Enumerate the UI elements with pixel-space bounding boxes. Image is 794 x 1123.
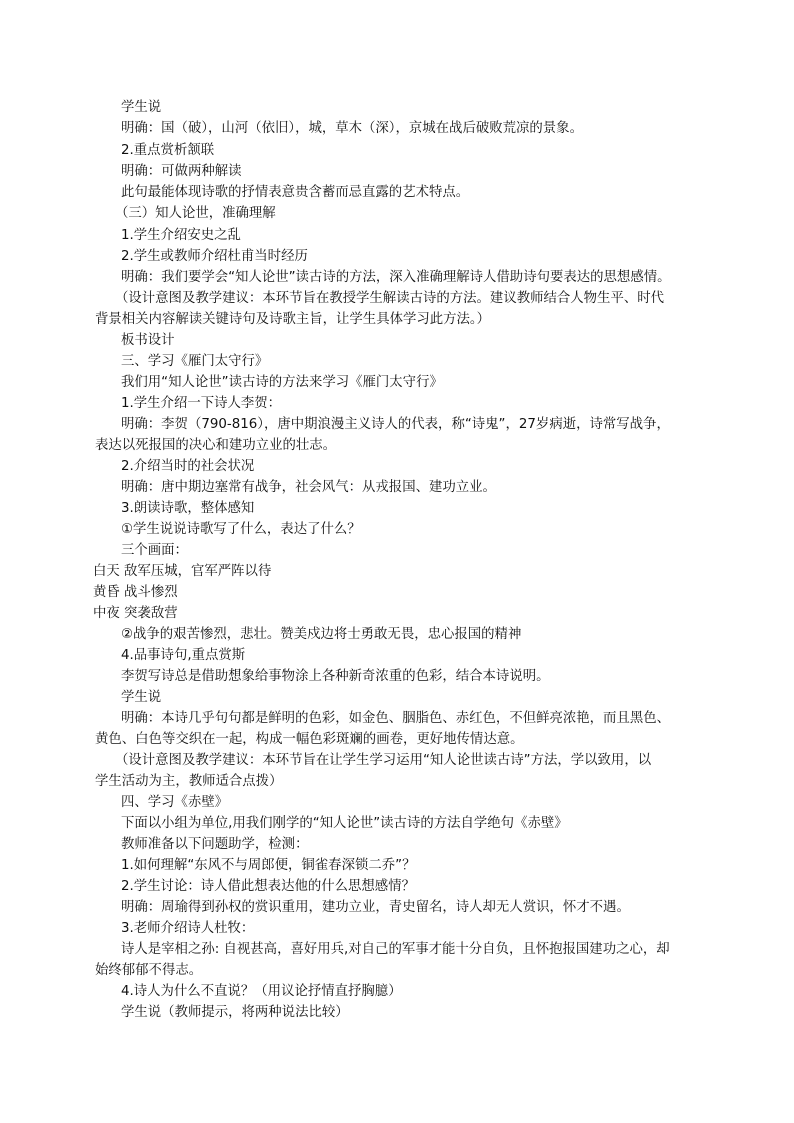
design-note: 学生活动为主，教师适合点拨） bbox=[95, 774, 283, 789]
text-line: 3.朗读诗歌，整体感知 bbox=[121, 501, 255, 516]
text-line: 下面以小组为单位,用我们刚学的“知人论世”读古诗的方法自学绝句《赤壁》 bbox=[121, 816, 568, 831]
text-line: 1.如何理解“东风不与周郎便，铜雀春深锁二乔”？ bbox=[121, 858, 416, 873]
text-line: 2.重点赏析颔联 bbox=[121, 143, 215, 158]
text-line: 中夜 突袭敌营 bbox=[93, 606, 178, 621]
text-line: 明确：可做两种解读 bbox=[121, 164, 242, 179]
text-line: 板书设计 bbox=[121, 333, 175, 348]
text-line: 李贺写诗总是借助想象给事物涂上各种新奇浓重的色彩，结合本诗说明。 bbox=[121, 669, 550, 684]
text-line: 2.学生或教师介绍杜甫当时经历 bbox=[121, 249, 308, 264]
section-heading: 四、学习《赤壁》 bbox=[121, 795, 229, 810]
text-line: 2.学生讨论：诗人借此想表达他的什么思想感情？ bbox=[121, 879, 415, 894]
text-line: 明确：本诗几乎句句都是鲜明的色彩，如金色、胭脂色、赤红色，不但鲜亮浓艳，而且黑色、 bbox=[121, 711, 671, 726]
text-line: ①学生说说诗歌写了什么，表达了什么？ bbox=[121, 522, 361, 537]
design-note: （设计意图及教学建议：本环节旨在教授学生解读古诗的方法。建议教师结合人物生平、时代 bbox=[115, 291, 665, 306]
text-line: 教师准备以下问题助学，检测： bbox=[121, 837, 309, 852]
text-line: 学生说 bbox=[121, 100, 162, 115]
text-line: 黄昏 战斗惨烈 bbox=[93, 585, 178, 600]
text-line: 4.品事诗句,重点赏斯 bbox=[121, 648, 246, 663]
text-line: 诗人是宰相之孙: 自视甚高，喜好用兵,对自己的军事才能十分自负，且怀抱报国建功之心，却 bbox=[121, 942, 670, 957]
text-line: 始终郁郁不得志。 bbox=[95, 963, 203, 978]
design-note: （设计意图及教学建议：本环节旨在让学生学习运用“知人论世读古诗”方法，学以致用，以 bbox=[115, 753, 652, 768]
text-line: 4.诗人为什么不直说？（用议论抒情直抒胸臆） bbox=[121, 984, 402, 999]
text-line: 我们用“知人论世”读古诗的方法来学习《雁门太守行》 bbox=[121, 375, 443, 390]
text-line: 学生说（教师提示，将两种说法比较） bbox=[121, 1005, 349, 1020]
text-line: 明确：周瑜得到孙权的赏识重用，建功立业，青史留名，诗人却无人赏识，怀才不遇。 bbox=[121, 900, 630, 915]
section-heading: 三、学习《雁门太守行》 bbox=[121, 354, 269, 369]
text-line: 学生说 bbox=[121, 690, 162, 705]
text-line: 明确：我们要学会“知人论世”读古诗的方法，深入准确理解诗人借助诗句要表达的思想感情。 bbox=[121, 270, 671, 285]
text-line: 表达以死报国的决心和建功立业的壮志。 bbox=[95, 438, 337, 453]
text-line: 1.学生介绍一下诗人李贺： bbox=[121, 396, 282, 411]
text-line: 明确：李贺（790-816），唐中期浪漫主义诗人的代表，称“诗鬼”，27岁病逝，诗常写战争， bbox=[121, 417, 670, 432]
text-line: 明确：国（破），山河（依旧），城，草木（深），京城在战后破败荒凉的景象。 bbox=[121, 121, 583, 136]
text-line: 三个画面： bbox=[121, 543, 188, 558]
text-line: 1.学生介绍安史之乱 bbox=[121, 228, 241, 243]
text-line: 3.老师介绍诗人杜牧： bbox=[121, 921, 255, 936]
text-line: 明确：唐中期边塞常有战争，社会风气：从戎报国、建功立业。 bbox=[121, 480, 496, 495]
text-line: 白天 敌军压城，官军严阵以待 bbox=[93, 564, 272, 579]
text-line: 此句最能体现诗歌的抒情表意贵含蓄而忌直露的艺术特点。 bbox=[121, 185, 470, 200]
section-heading: （三）知人论世，准确理解 bbox=[115, 206, 276, 221]
text-line: 黄色、白色等交织在一起，构成一幅色彩斑斓的画卷，更好地传情达意。 bbox=[95, 732, 524, 747]
design-note: 背景相关内容解读关键诗句及诗歌主旨，让学生具体学习此方法。） bbox=[95, 312, 491, 327]
text-line: ②战争的艰苦惨烈，悲壮。赞美戍边将士勇敢无畏，忠心报国的精神 bbox=[121, 627, 522, 642]
text-line: 2.介绍当时的社会状况 bbox=[121, 459, 255, 474]
